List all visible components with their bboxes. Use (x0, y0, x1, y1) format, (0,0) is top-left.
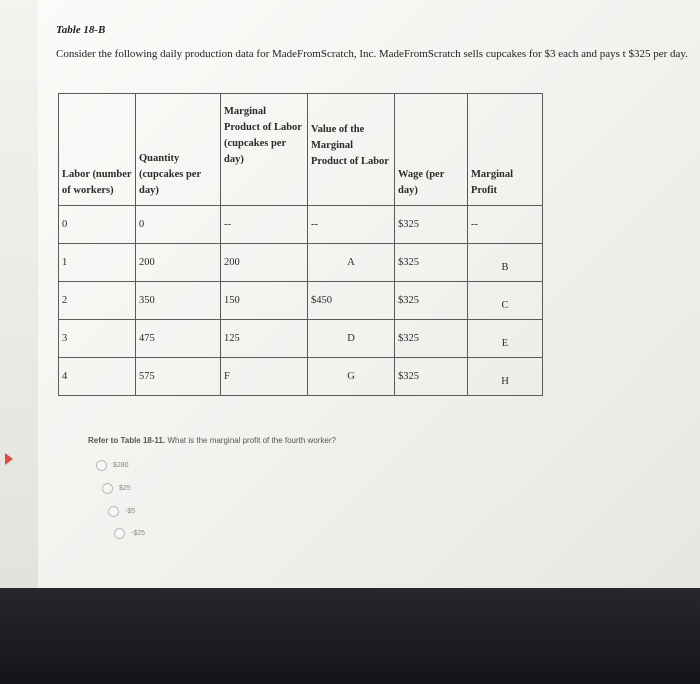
screen-bezel (0, 588, 700, 684)
cell-vmpl: $450 (308, 282, 395, 320)
question-page (38, 0, 700, 588)
left-margin (0, 0, 38, 588)
table-row (59, 282, 543, 320)
answer-option-1[interactable] (96, 460, 129, 471)
cell-marginal-profit: B (468, 244, 543, 282)
problem-statement: Consider the following daily production data for MadeFromScratch, Inc. MadeFromScratch sells cupcakes for $3 each and pays t $325 per day. (56, 48, 688, 60)
answer-option-label: -$25 (131, 530, 146, 537)
answer-option-label: $280 (113, 462, 129, 469)
question-body: What is the marginal profit of the fourth worker? (167, 436, 336, 445)
cell-labor: 4 (59, 358, 136, 396)
table-title: Table 18-B (56, 24, 106, 36)
cell-quantity: 350 (136, 282, 221, 320)
header-labor: Labor (number of workers) (59, 94, 136, 206)
cell-wage: $325 (395, 282, 468, 320)
cell-quantity: 475 (136, 320, 221, 358)
radio-button[interactable] (96, 460, 107, 471)
cell-marginal-profit: E (468, 320, 543, 358)
answer-option-3[interactable] (108, 506, 135, 517)
cell-labor: 3 (59, 320, 136, 358)
cell-quantity: 0 (136, 206, 221, 244)
cell-marginal-profit: C (468, 282, 543, 320)
question-text (88, 436, 336, 445)
radio-button[interactable] (102, 483, 113, 494)
header-marginal-product: Marginal Product of Labor (cupcakes per day) (221, 94, 308, 206)
answer-option-label: $25 (119, 485, 131, 492)
table-header-row (59, 94, 543, 206)
cell-wage: $325 (395, 206, 468, 244)
table-row (59, 358, 543, 396)
cell-labor: 1 (59, 244, 136, 282)
cell-wage: $325 (395, 358, 468, 396)
cell-quantity: 575 (136, 358, 221, 396)
cell-wage: $325 (395, 244, 468, 282)
cell-mpl: 200 (221, 244, 308, 282)
question-reference: Refer to Table 18-11. (88, 436, 166, 445)
cell-mpl: 150 (221, 282, 308, 320)
header-marginal-profit: Marginal Profit (468, 94, 543, 206)
header-quantity: Quantity (cupcakes per day) (136, 94, 221, 206)
cell-vmpl: A (308, 244, 395, 282)
cell-vmpl: -- (308, 206, 395, 244)
current-question-arrow-icon (5, 453, 13, 465)
cell-quantity: 200 (136, 244, 221, 282)
table-row (59, 206, 543, 244)
cell-mpl: -- (221, 206, 308, 244)
cell-mpl: F (221, 358, 308, 396)
answer-option-2[interactable] (102, 483, 131, 494)
cell-labor: 0 (59, 206, 136, 244)
table-row (59, 320, 543, 358)
radio-button[interactable] (114, 528, 125, 539)
header-value-marginal-product: Value of the Marginal Product of Labor (308, 94, 395, 206)
cell-mpl: 125 (221, 320, 308, 358)
cell-vmpl: G (308, 358, 395, 396)
answer-option-label: -$5 (125, 508, 136, 515)
answer-option-4[interactable] (114, 528, 145, 539)
cell-marginal-profit: H (468, 358, 543, 396)
table-row (59, 244, 543, 282)
cell-marginal-profit: -- (468, 206, 543, 244)
production-table (58, 93, 543, 396)
cell-wage: $325 (395, 320, 468, 358)
header-wage: Wage (per day) (395, 94, 468, 206)
radio-button[interactable] (108, 506, 119, 517)
cell-vmpl: D (308, 320, 395, 358)
cell-labor: 2 (59, 282, 136, 320)
